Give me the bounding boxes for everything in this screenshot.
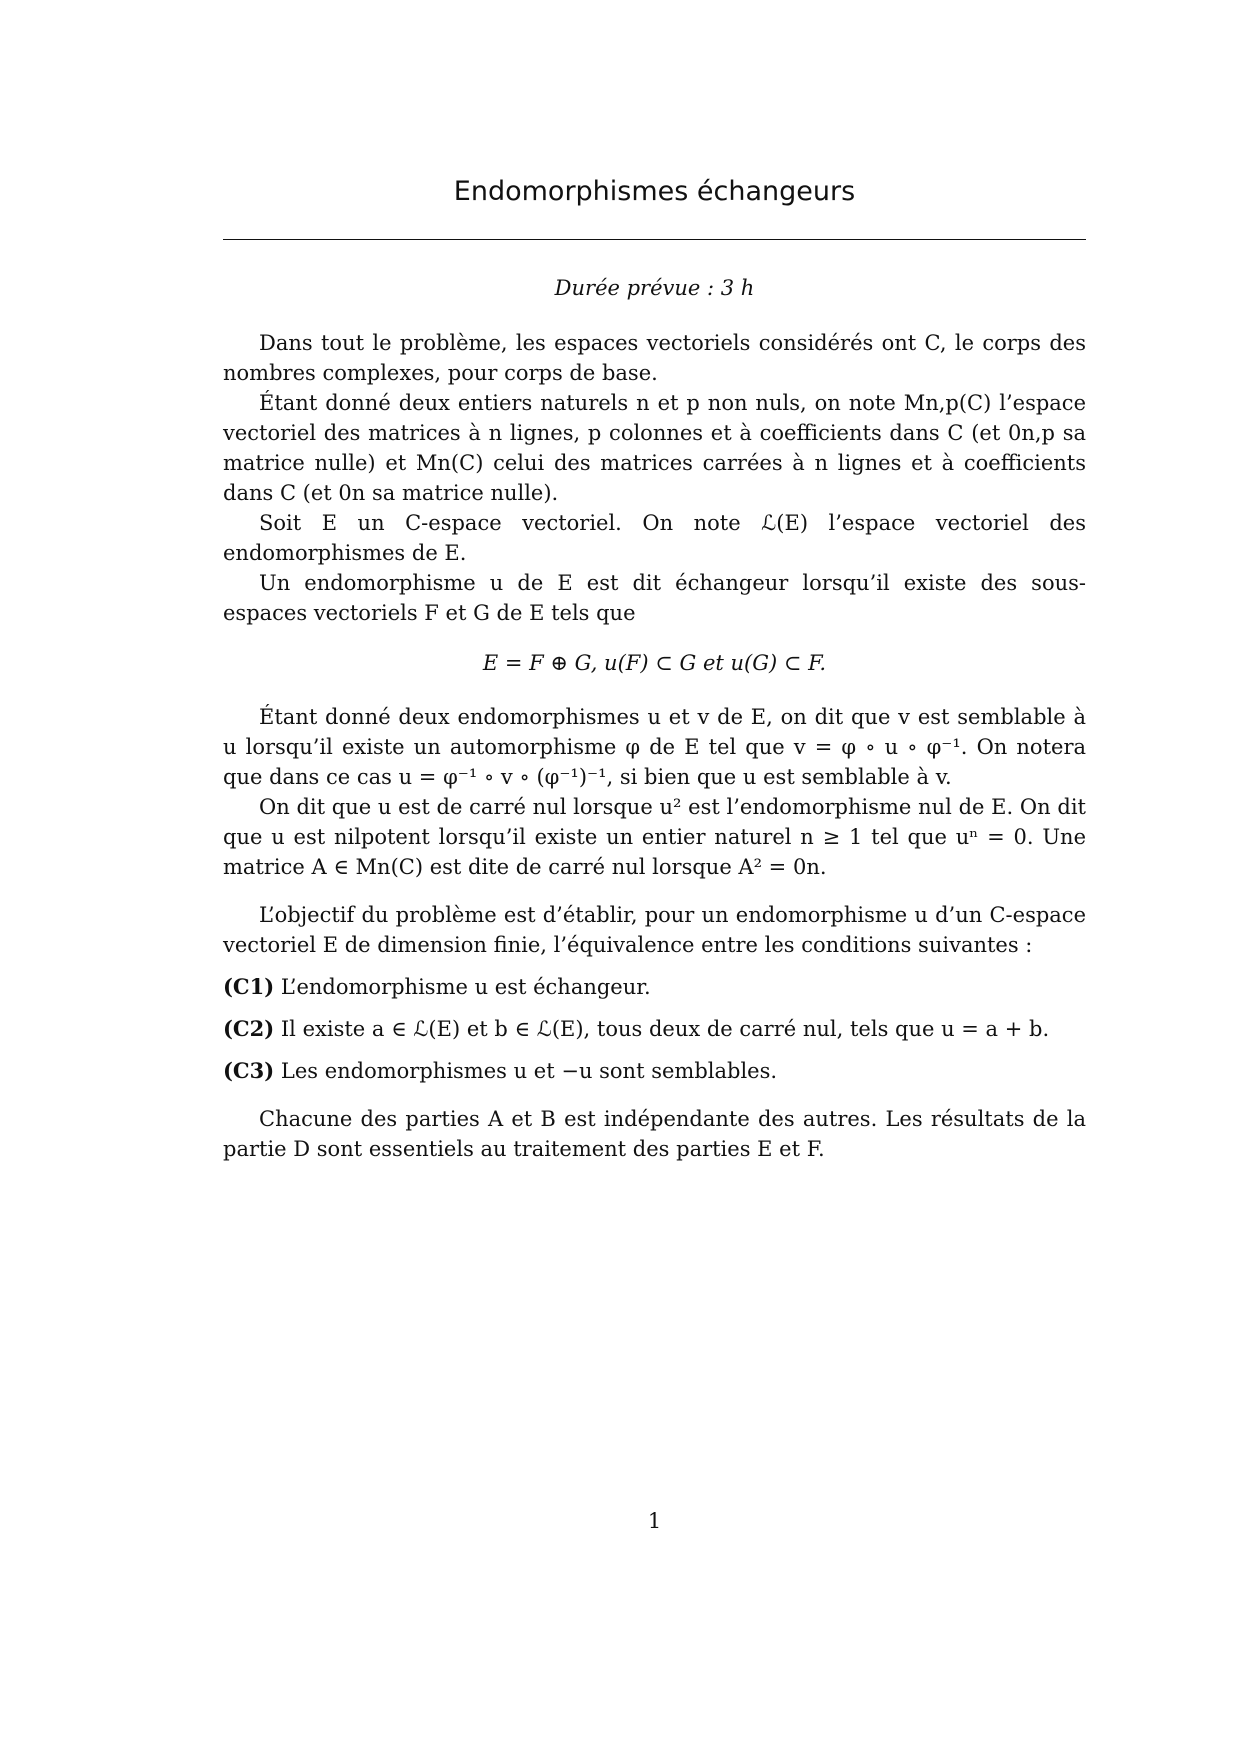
display-equation: E = F ⊕ G, u(F) ⊂ G et u(G) ⊂ F. [482,651,827,675]
paragraph-7: L’objectif du problème est d’établir, pour un endomorphisme u d’un C-espace vectoriel E de dimension finie, l’équivalence entre les conditions suivantes : [223,903,1086,957]
paragraph-2: Étant donné deux entiers naturels n et p non nuls, on note Mn,p(C) l’espace vectoriel des matrices à n lignes, p colonnes et à coefficients dans C (et 0n,p sa matrice nulle) et Mn(C) celui des matrices carrées à n lignes et à coefficients dans C (et 0n sa matrice nulle). [223,391,1086,505]
condition-label: (C3) [223,1058,275,1083]
condition-text: L’endomorphisme u est échangeur. [280,975,651,999]
condition-c2 [223,1014,1086,1044]
condition-label: (C1) [223,974,275,999]
paragraph-6: On dit que u est de carré nul lorsque u² est l’endomorphisme nul de E. On dit que u est nilpotent lorsqu’il existe un entier naturel n ≥ 1 tel que uⁿ = 0. Une matrice A ∈ Mn(C) est dite de carré nul lorsque A² = 0n. [223,795,1086,879]
paragraph-1: Dans tout le problème, les espaces vectoriels considérés ont C, le corps des nombres complexes, pour corps de base. [223,331,1086,385]
condition-text: Les endomorphismes u et −u sont semblables. [280,1059,778,1083]
condition-c1 [223,972,1086,1002]
title-rule [223,239,1086,240]
paragraph-3: Soit E un C-espace vectoriel. On note ℒ(E) l’espace vectoriel des endomorphismes de E. [223,511,1086,565]
condition-text: Il existe a ∈ ℒ(E) et b ∈ ℒ(E), tous deux de carré nul, tels que u = a + b. [280,1017,1050,1041]
paragraph-4: Un endomorphisme u de E est dit échangeur lorsqu’il existe des sous-espaces vectoriels F et G de E tels que [223,571,1086,625]
paragraph-8: Chacune des parties A et B est indépendante des autres. Les résultats de la partie D sont essentiels au traitement des parties E et F. [223,1107,1086,1161]
document-title: Endomorphismes échangeurs [453,176,856,207]
condition-label: (C2) [223,1016,275,1041]
duration: Durée prévue : 3 h [554,276,755,300]
paragraph-5: Étant donné deux endomorphismes u et v de E, on dit que v est semblable à u lorsqu’il existe un automorphisme φ de E tel que v = φ ∘ u ∘ φ⁻¹. On notera que dans ce cas u = φ⁻¹ ∘ v ∘ (φ⁻¹)⁻¹, si bien que u est semblable à v. [223,705,1086,789]
page-number: 1 [647,1509,662,1533]
condition-c3 [223,1056,1086,1086]
document-body [223,328,1086,1164]
